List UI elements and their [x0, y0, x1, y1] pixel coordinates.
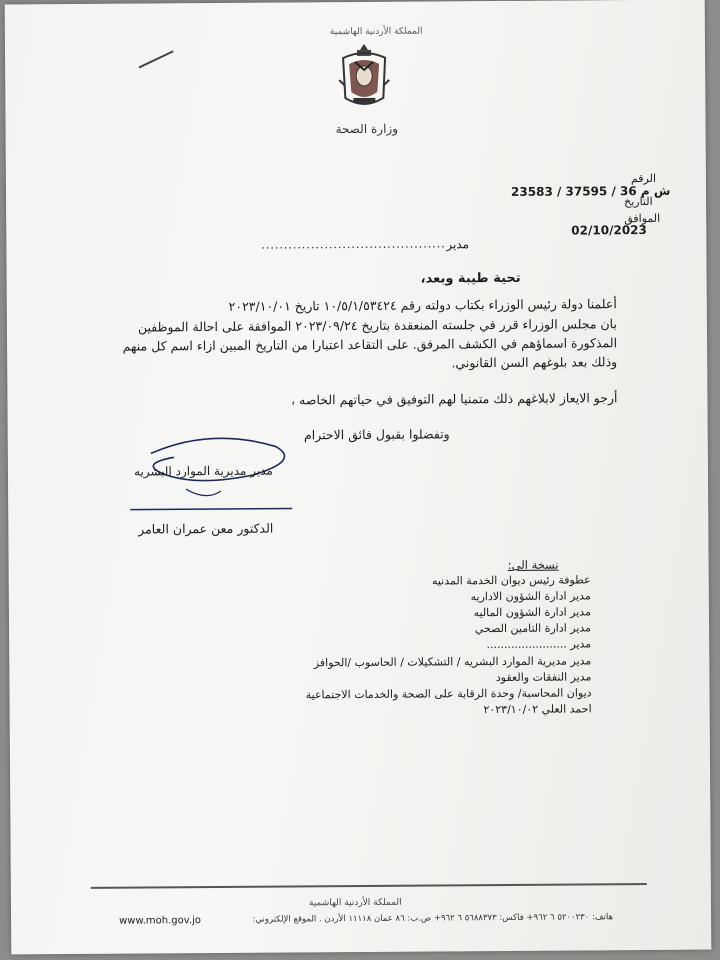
body-paragraph-2: أرجو الايعاز لابلاغهم ذلك متمنيا لهم التوفيق في حياتهم الخاصه ، — [291, 390, 618, 408]
footer-website[interactable]: www.moh.gov.jo — [119, 915, 201, 927]
copy-item: احمد العلي ٢٠٢٣/١٠/٠٢ — [483, 702, 592, 717]
footer-divider — [91, 883, 647, 889]
signatory-position: مدير مديرية الموارد البشريه — [134, 463, 274, 479]
greeting: تحية طيبة وبعد، — [420, 270, 521, 287]
body-paragraph-1-line-2: بان مجلس الوزراء قرر في جلسته المنعقدة بتاريخ ٢٠٢٣/٠٩/٢٤ الموافقة على احالة الموظفين — [137, 316, 617, 335]
copy-item: مدير النفقات والعقود — [495, 670, 592, 685]
body-paragraph-1-line-1: أعلمنا دولة رئيس الوزراء بكتاب دولته رقم ١٠/٥/١/٥٣٤٢٤ تاريخ ٢٠٢٣/١٠/٠١ — [228, 296, 617, 314]
reference-number-label: الرقم — [630, 171, 657, 186]
copy-item: مدير ادارة التامين الصحي — [474, 621, 592, 636]
body-paragraph-1-line-4: وذلك بعد بلوغهم السن القانوني. — [451, 354, 618, 371]
date-value: 02/10/2023 — [571, 222, 647, 238]
date-label: التاريخ — [624, 194, 653, 209]
signatory-name: الدكتور معن عمران العامر — [138, 520, 274, 537]
jordan-coat-of-arms-icon — [335, 40, 394, 112]
signature-mark-icon — [126, 430, 297, 526]
footer-contact: هاتف: ٥٢٠٠٢٣٠ ٦ ٩٦٢+ فاكس: ٥٦٨٨٣٧٣ ٦ ٩٦٢+ ص.ب: ٨٦ عمان ١١١١٨ الأردن . الموقع الإلكتروني: — [252, 912, 614, 925]
body-paragraph-1-line-3: المذكورة اسماؤهم في الكشف المرفق. على التقاعد اعتبارا من التاريخ المبين ازاء اسم كل منهم — [122, 335, 618, 354]
reference-number-value: 23583 / 37595 / ش م 36 — [510, 183, 671, 199]
copy-item: عطوفة رئيس ديوان الخدمة المدنيه — [431, 573, 591, 588]
footer-country: المملكة الأردنية الهاشمية — [308, 897, 402, 909]
copy-item: مدير ....................... — [486, 637, 592, 652]
pen-mark — [138, 50, 173, 68]
copy-item: مدير ادارة الشؤون الماليه — [473, 605, 591, 620]
hijri-label: الموافق — [624, 211, 661, 226]
copy-item: مدير ادارة الشؤون الاداريه — [470, 589, 591, 604]
crown-header-text: المملكة الأردنية الهاشمية — [329, 26, 423, 38]
copies-heading: نسخة الى: — [507, 557, 559, 572]
copy-item: مدير مديرية الموارد البشريه / التشكيلات / الحاسوب /الحوافز — [313, 654, 592, 670]
copy-item: ديوان المحاسبة/ وحدة الرقابة على الصحة والخدمات الاجتماعية — [305, 686, 592, 702]
ministry-name: وزارة الصحة — [335, 121, 399, 137]
closing-line: وتفضلوا بقبول فائق الاحترام — [303, 426, 450, 443]
letter-page — [5, 0, 712, 954]
addressee-title: مدير — [446, 237, 470, 252]
addressee-dots: ......................................... — [261, 237, 446, 252]
